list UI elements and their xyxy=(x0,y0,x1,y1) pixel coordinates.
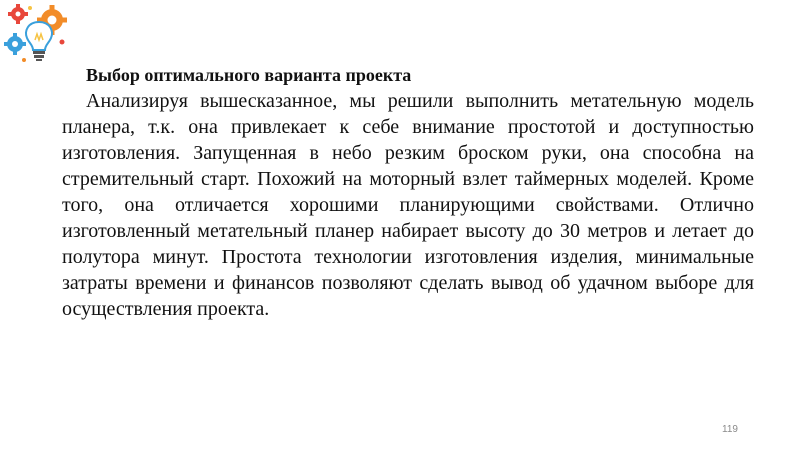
red-gear-icon xyxy=(8,4,28,24)
page-number: 119 xyxy=(722,424,738,435)
slide-body-text: Анализируя вышесказанное, мы решили выполнить метательную модель планера, т.к. она привлекает к себе внимание простотой и доступностью изготовления. Запущенная в небо резким броском руки, она способна на стремительный старт. Похожий на моторный взлет таймерных моделей. Кроме того, она отличается хорошими планирующими свойствами. Отлично изготовленный метательный планер набирает высоту до 30 метров и летает до полутора минут. Простота технологии изготовления изделия, минимальные затраты времени и финансов позволяют сделать вывод об удачном выборе для осуществления проекта. xyxy=(62,90,754,320)
slide-content xyxy=(62,64,754,322)
lightbulb-icon xyxy=(26,22,52,61)
slide-heading: Выбор оптимального варианта проекта xyxy=(86,65,412,85)
blue-gear-icon xyxy=(4,33,26,55)
